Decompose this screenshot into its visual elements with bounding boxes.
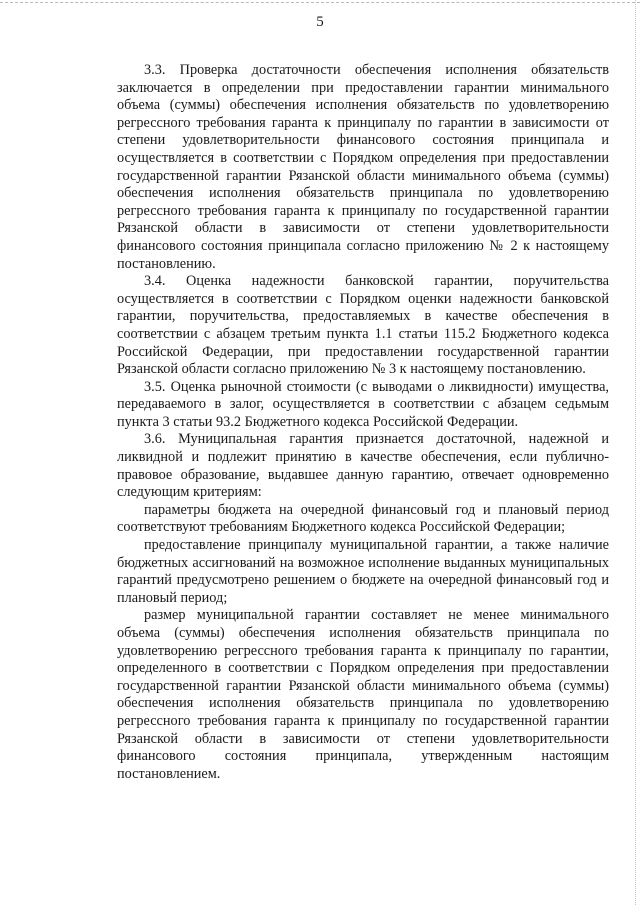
document-body — [117, 62, 609, 783]
paragraph-3-4: 3.4. Оценка надежности банковской гарантии, поручительства осуществляется в соответствии с Порядком оценки надежности банковской гарантии, поручительства, предоставляемых в качестве обеспечения в соответствии с абзацем третьим пункта 1.1 статьи 115.2 Бюджетного кодекса Российской Федерации, при предоставлении государственной гарантии Рязанской области согласно приложению № 3 к настоящему постановлению. — [117, 273, 609, 378]
page-number: 5 — [316, 14, 324, 30]
paragraph-3-6: 3.6. Муниципальная гарантия признается достаточной, надежной и ликвидной и подлежит принятию в качестве обеспечения, если публично-правовое образование, выдавшее данную гарантию, отвечает одновременно следующим критериям: — [117, 431, 609, 501]
paragraph-3-3: 3.3. Проверка достаточности обеспечения исполнения обязательств заключается в определении при предоставлении гарантии минимального объема (суммы) обеспечения исполнения обязательств по удовлетворению регрессного требования гаранта к принципалу по гарантии в зависимости от степени удовлетворительности финансового состояния принципала и осуществляется в соответствии с Порядком определения при предоставлении государственной гарантии Рязанской области минимального объема (суммы) обеспечения исполнения обязательств принципала по удовлетворению регрессного требования гаранта к принципалу по государственной гарантии Рязанской области в зависимости от степени удовлетворительности финансового состояния принципала согласно приложению № 2 к настоящему постановлению. — [117, 62, 609, 272]
criterion-guarantee-size: размер муниципальной гарантии составляет не менее минимального объема (суммы) обеспечения исполнения обязательств принципала по удовлетворению регрессного требования гаранта к принципалу по гарантии, определенного в соответствии с Порядком определения при предоставлении государственной гарантии Рязанской области минимального объема (суммы) обеспечения исполнения обязательств принципала по удовлетворению регрессного требования гаранта к принципалу по государственной гарантии Рязанской области в зависимости от степени удовлетворительности финансового состояния принципала, утвержденным настоящим постановлением. — [117, 607, 609, 782]
paragraph-3-5: 3.5. Оценка рыночной стоимости (с выводами о ликвидности) имущества, передаваемого в залог, осуществляется в соответствии с абзацем седьмым пункта 3 статьи 93.2 Бюджетного кодекса Российской Федерации. — [117, 378, 609, 430]
criterion-budget-decision: предоставление принципалу муниципальной гарантии, а также наличие бюджетных ассигнований на возможное исполнение выданных муниципальных гарантий предусмотрено решением о бюджете на очередной финансовый год и плановый период; — [117, 537, 609, 606]
scan-edge-top — [0, 2, 640, 3]
scan-edge-right — [635, 0, 636, 905]
criterion-budget-parameters: параметры бюджета на очередной финансовый год и плановый период соответствуют требованиям Бюджетного кодекса Российской Федерации; — [117, 501, 609, 536]
